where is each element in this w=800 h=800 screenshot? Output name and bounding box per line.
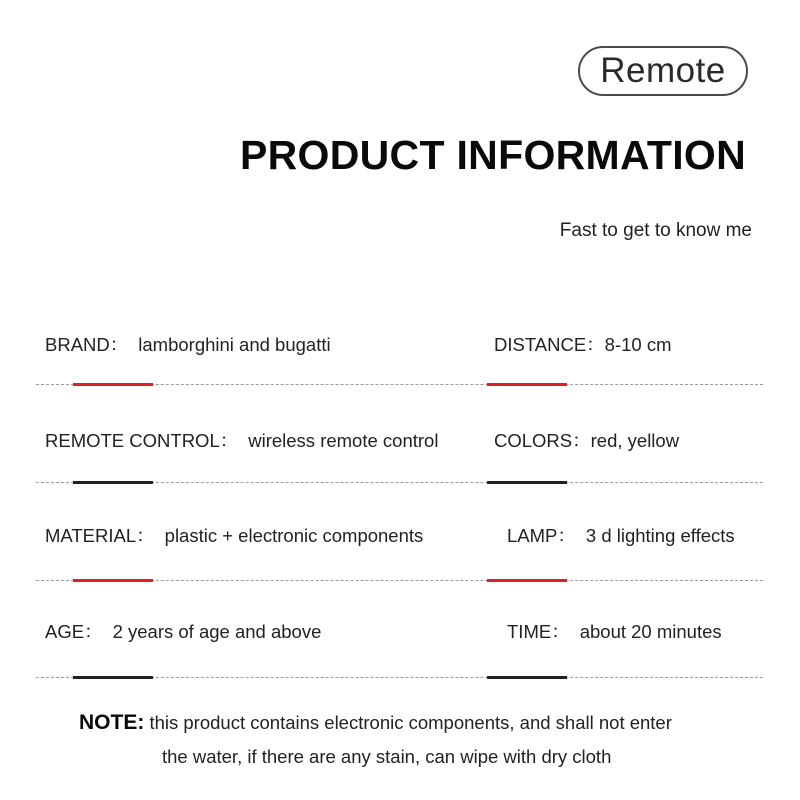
accent-mark-dark xyxy=(487,676,567,679)
accent-mark-red xyxy=(73,579,153,582)
page-title: PRODUCT INFORMATION xyxy=(239,132,746,178)
accent-mark-dark xyxy=(73,481,153,484)
accent-mark-red xyxy=(487,579,567,582)
spec-label: AGE： xyxy=(45,621,103,642)
spec-value: 3 d lighting effects xyxy=(585,525,735,546)
spec-value: about 20 minutes xyxy=(579,621,722,642)
spec-label: TIME： xyxy=(507,621,570,642)
remote-badge: Remote xyxy=(578,46,748,96)
spec-value: 8-10 cm xyxy=(604,334,672,355)
spec-material xyxy=(45,522,423,548)
accent-mark-red xyxy=(73,383,153,386)
spec-value: 2 years of age and above xyxy=(112,621,322,642)
accent-mark-red xyxy=(487,383,567,386)
spec-remote-control xyxy=(45,427,438,453)
spec-age xyxy=(45,618,321,644)
spec-label: MATERIAL： xyxy=(45,525,155,546)
spec-value: wireless remote control xyxy=(248,430,439,451)
accent-mark-dark xyxy=(487,481,567,484)
note-line-1: this product contains electronic components, and shall not enter xyxy=(149,712,672,733)
spec-label: COLORS： xyxy=(494,430,591,451)
spec-label: REMOTE CONTROL： xyxy=(45,430,239,451)
note-line-2: the water, if there are any stain, can wipe with dry cloth xyxy=(162,746,612,767)
accent-mark-dark xyxy=(73,676,153,679)
spec-value: plastic + electronic components xyxy=(164,525,424,546)
spec-label: BRAND： xyxy=(45,334,129,355)
spec-colors xyxy=(494,427,679,453)
spec-label: DISTANCE： xyxy=(494,334,605,355)
spec-value: red, yellow xyxy=(590,430,680,451)
spec-time xyxy=(507,618,722,644)
spec-brand xyxy=(45,331,331,357)
spec-label: LAMP： xyxy=(507,525,576,546)
spec-value: lamborghini and bugatti xyxy=(138,334,331,355)
note-block xyxy=(79,706,672,774)
page-subtitle: Fast to get to know me xyxy=(559,220,752,241)
note-label: NOTE: xyxy=(79,711,145,734)
spec-lamp xyxy=(507,522,735,548)
spec-distance xyxy=(494,331,672,357)
